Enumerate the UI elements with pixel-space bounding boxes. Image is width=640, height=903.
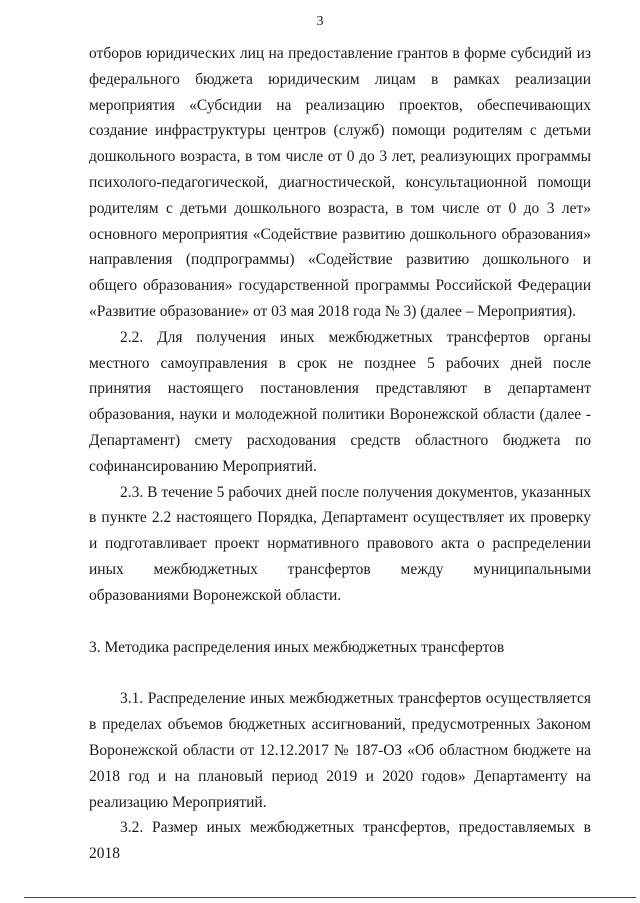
spacer: [89, 609, 591, 635]
paragraph-continuation: отборов юридических лиц на предоставление грантов в форме субсидий из федерального бюджета юридическим лицам в рамках реализации мероприятия «Субсидии на реализацию проектов, обеспечивающих создание инфраструктуры центров (служб) помощи родителям с детьми дошкольного возраста, в том числе от 0 до 3 лет, реализующих программы психолого-педагогической, диагностической, консультационной помощи родителям с детьми дошкольного возраста, в том числе от 0 до 3 лет» основного мероприятия «Содействие развитию дошкольного образования» направления (подпрограммы) «Содействие развитию дошкольного и общего образования» государственной программы Российской Федерации «Развитие образование» от 03 мая 2018 года № 3) (далее – Мероприятия).: [89, 45, 591, 320]
page-bottom-rule: [24, 897, 636, 898]
paragraph-3-2: 3.2. Размер иных межбюджетных трансфертов, предоставляемых в 2018: [89, 819, 591, 863]
paragraph-2-2: 2.2. Для получения иных межбюджетных трансфертов органы местного самоуправления в срок не позднее 5 рабочих дней после принятия настоящего постановления представляют в департамент образования, науки и молодежной политики Воронежской области (далее - Департамент) смету расходования средств областного бюджета по софинансированию Мероприятий.: [89, 328, 591, 475]
section-heading: 3. Методика распределения иных межбюджетных трансфертов: [89, 638, 505, 656]
page-number: 3: [316, 14, 324, 29]
paragraph-2-3: 2.3. В течение 5 рабочих дней после получения документов, указанных в пункте 2.2 настоящего Порядка, Департамент осуществляет их проверку и подготавливает проект нормативного правового акта о распределении иных межбюджетных трансфертов между муниципальными образованиями Воронежской области.: [89, 483, 592, 604]
spacer: [89, 660, 591, 686]
paragraph-3-1: 3.1. Распределение иных межбюджетных трансфертов осуществляется в пределах объемов бюджетных ассигнований, предусмотренных Законом Воронежской области от 12.12.2017 № 187-ОЗ «Об областном бюджете на 2018 год и на плановый период 2019 и 2020 годов» Департаменту на реализацию Мероприятий.: [89, 690, 591, 811]
document-body: [89, 41, 591, 867]
